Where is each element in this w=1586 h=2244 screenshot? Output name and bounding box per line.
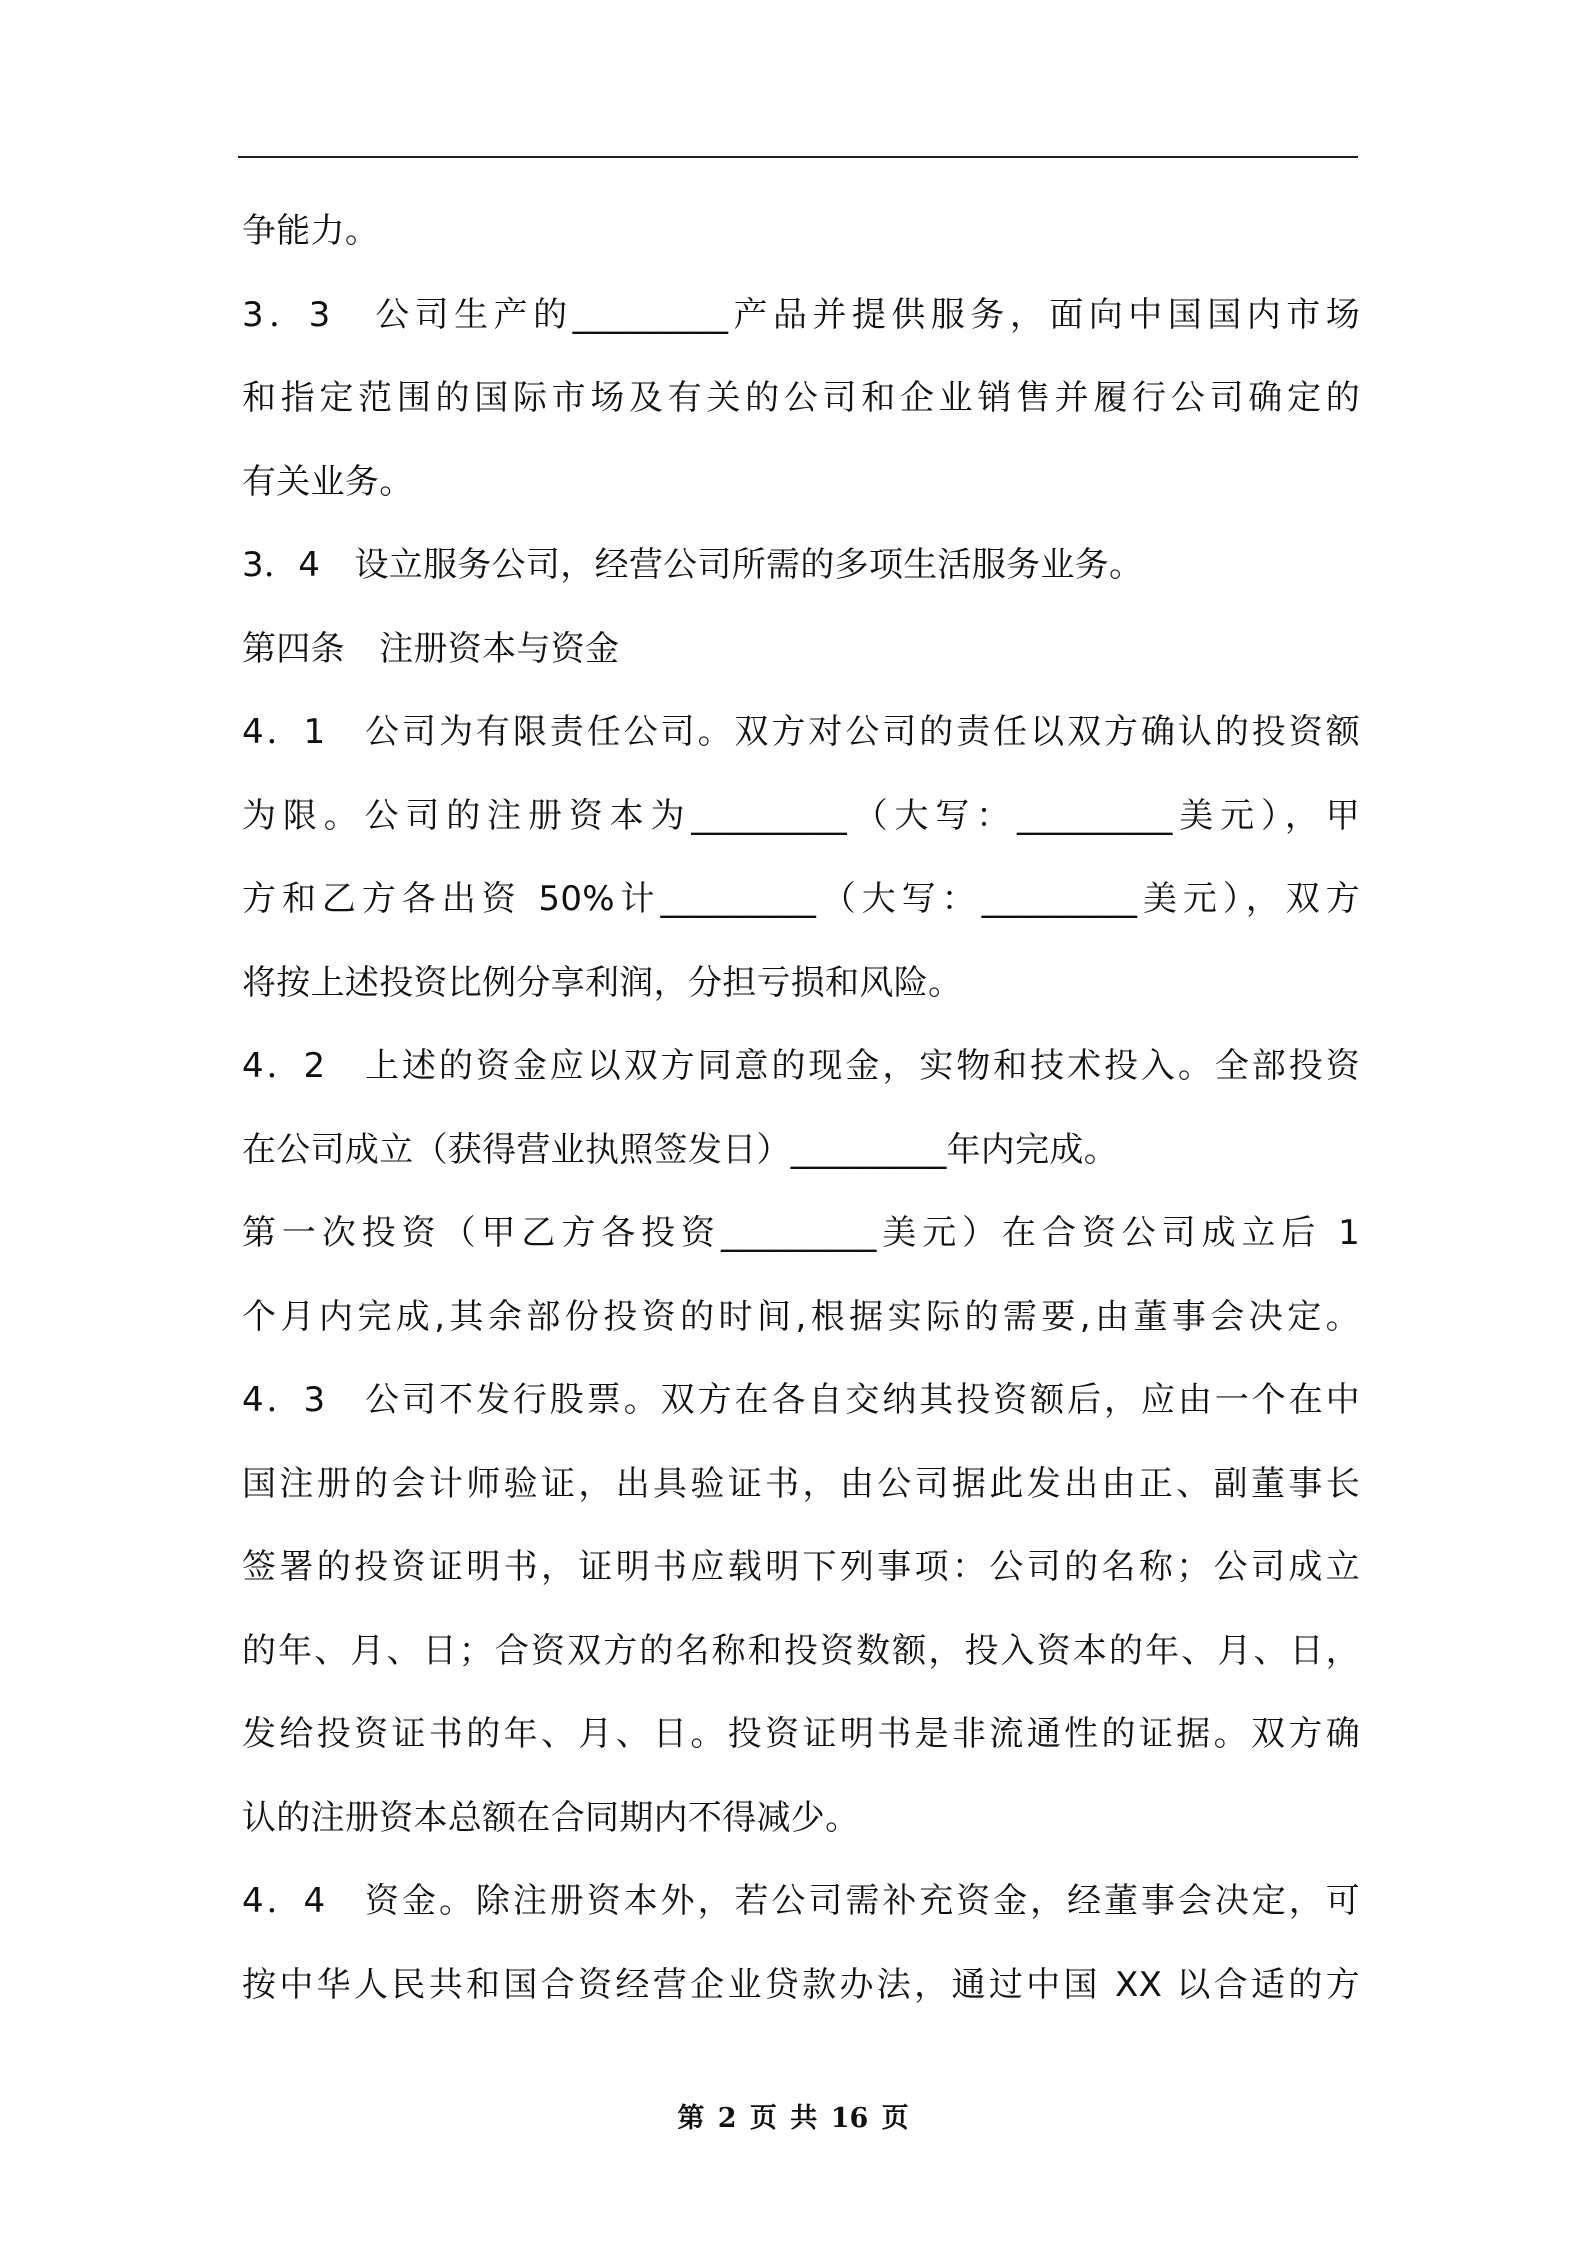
text-line: 有关业务。 — [242, 461, 414, 502]
text-line: 4．4 资金。除注册资本外，若公司需补充资金，经董事会决定，可 — [242, 1881, 1360, 1921]
text-line: 为限。公司的注册资本为_________（大写：_________美元），甲 — [242, 795, 1360, 836]
text-line: 第一次投资（甲乙方各投资_________美元）在合资公司成立后 1 — [242, 1213, 1360, 1253]
document-body — [242, 190, 1360, 2027]
header-rule — [238, 156, 1358, 158]
section-heading: 第四条 注册资本与资金 — [242, 628, 620, 669]
text-line: 3．4 设立服务公司，经营公司所需的多项生活服务业务。 — [242, 545, 1144, 585]
text-line: 的年、月、日；合资双方的名称和投资数额，投入资本的年、月、日， — [242, 1630, 1360, 1671]
text-line: 按中华人民共和国合资经营企业贷款办法，通过中国 XX 以合适的方 — [242, 1964, 1360, 2005]
page-number: 第 2 页 共 16 页 — [677, 2103, 909, 2134]
text-line: 将按上述投资比例分享利润，分担亏损和风险。 — [242, 962, 963, 1003]
text-line: 争能力。 — [242, 211, 380, 251]
text-line: 个月内完成,其余部份投资的时间,根据实际的需要,由董事会决定。 — [242, 1296, 1360, 1337]
text-line: 3．3 公司生产的_________产品并提供服务，面向中国国内市场 — [242, 294, 1360, 335]
text-line: 认的注册资本总额在合同期内不得减少。 — [242, 1797, 860, 1838]
text-line: 国注册的会计师验证，出具验证书，由公司据此发出由正、副董事长 — [242, 1463, 1360, 1504]
text-line: 方和乙方各出资 50%计_________（大写：_________美元），双方 — [242, 879, 1360, 919]
text-line: 在公司成立（获得营业执照签发日）_________年内完成。 — [242, 1129, 1118, 1170]
text-line: 签署的投资证明书，证明书应载明下列事项：公司的名称；公司成立 — [242, 1547, 1360, 1587]
text-line: 4．2 上述的资金应以双方同意的现金，实物和技术投入。全部投资 — [242, 1046, 1360, 1086]
text-line: 4．3 公司不发行股票。双方在各自交纳其投资额后，应由一个在中 — [242, 1380, 1360, 1420]
text-line: 发给投资证书的年、月、日。投资证明书是非流通性的证据。双方确 — [242, 1714, 1360, 1754]
text-line: 和指定范围的国际市场及有关的公司和企业销售并履行公司确定的 — [242, 378, 1360, 418]
text-line: 4．1 公司为有限责任公司。双方对公司的责任以双方确认的投资额 — [242, 712, 1360, 752]
